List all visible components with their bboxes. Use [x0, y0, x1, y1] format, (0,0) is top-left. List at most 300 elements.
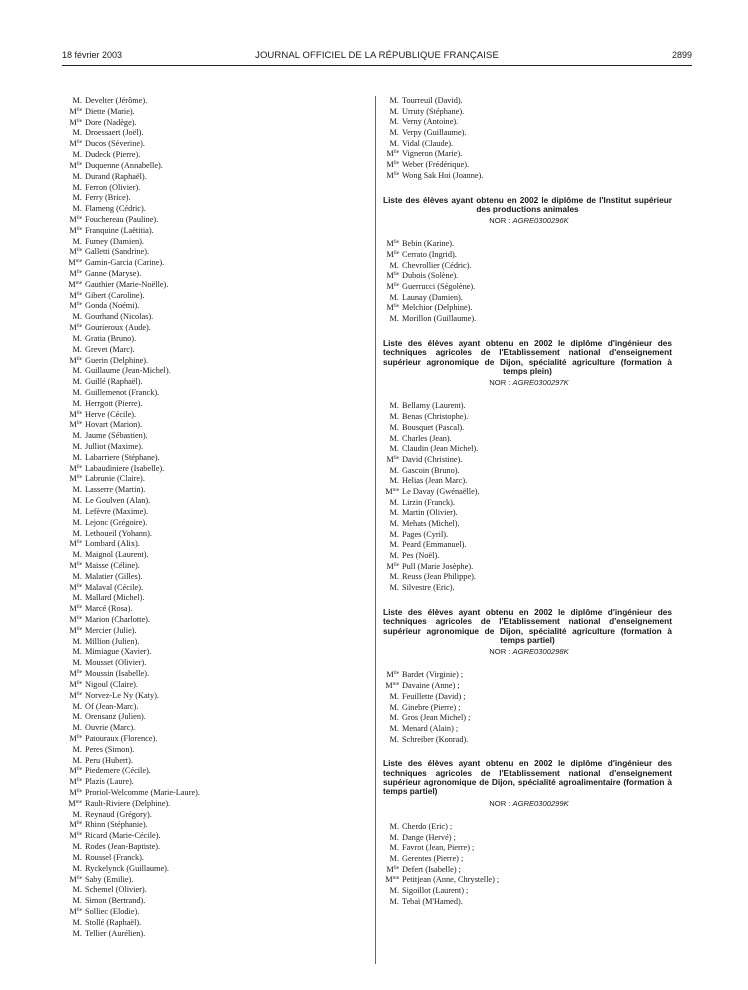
civility	[66, 356, 82, 367]
civility	[383, 314, 399, 325]
civility-title: M.	[389, 117, 399, 127]
civility	[66, 831, 82, 842]
list-item	[66, 453, 366, 464]
civility-title: M.	[389, 422, 399, 432]
person-name: Ducos (Séverine).	[85, 139, 145, 149]
list-item	[66, 474, 366, 485]
list-item	[66, 96, 366, 107]
person-name: Ouvrie (Marc).	[85, 723, 136, 733]
list-item	[66, 431, 366, 442]
civility	[66, 247, 82, 258]
person-name: Ryckelynck (Guillaume).	[85, 863, 169, 873]
civility	[66, 593, 82, 604]
civility-title: M.	[72, 863, 82, 873]
civility-title: M.	[72, 496, 82, 506]
section-heading: Liste des élèves ayant obtenu en 2002 le diplôme de l'Institut supérieur des productions animales	[383, 194, 672, 214]
civility-suffix: me	[392, 681, 399, 688]
person-name: Charles (Jean).	[402, 433, 452, 443]
civility	[66, 150, 82, 161]
list-item	[66, 291, 366, 302]
civility	[66, 172, 82, 183]
civility-title: M.	[72, 917, 82, 927]
civility	[66, 399, 82, 410]
person-name: Labrunie (Claire).	[85, 474, 145, 484]
civility	[66, 712, 82, 723]
person-name: Gauthier (Marie-Noëlle).	[85, 279, 169, 289]
civility-suffix: lle	[76, 766, 82, 773]
civility-title: M.	[72, 431, 82, 441]
civility	[66, 453, 82, 464]
person-name: Moussin (Isabelle).	[85, 669, 150, 679]
civility-suffix: lle	[393, 170, 399, 177]
list-item	[66, 323, 366, 334]
list-item	[383, 171, 675, 182]
list-item	[66, 572, 366, 583]
civility-title: M	[69, 690, 77, 700]
civility-title: M.	[72, 333, 82, 343]
civility	[66, 193, 82, 204]
civility	[66, 691, 82, 702]
person-name: Lirzin (Franck).	[402, 497, 455, 507]
person-name: Vidal (Claude).	[402, 138, 454, 148]
civility	[66, 226, 82, 237]
person-name: Grevet (Marc).	[85, 344, 135, 354]
civility	[383, 843, 399, 854]
civility	[383, 572, 399, 583]
civility-title: M	[69, 788, 77, 797]
list-section	[383, 196, 675, 325]
list-section	[383, 608, 675, 745]
civility-title: M.	[389, 138, 399, 148]
list-item	[383, 314, 675, 325]
list-item	[66, 777, 366, 788]
civility	[66, 442, 82, 453]
civility-suffix: lle	[76, 604, 82, 611]
person-name: Lejonc (Grégoire).	[85, 517, 148, 527]
civility-suffix: lle	[76, 290, 82, 297]
civility-title: M	[69, 766, 77, 776]
civility	[66, 128, 82, 139]
person-name: Peard (Emmanuel).	[402, 540, 467, 550]
list-item	[383, 498, 675, 509]
header-page-number: 2899	[671, 50, 692, 60]
list-item	[66, 550, 366, 561]
civility-title: M	[385, 875, 393, 885]
person-name: Benas (Christophe).	[402, 412, 469, 422]
civility	[383, 271, 399, 282]
person-name: Fouchereau (Pauline).	[85, 214, 159, 224]
person-name: Reuss (Jean Philippe).	[402, 572, 476, 582]
person-name: Malaval (Cécile).	[85, 582, 144, 592]
person-name: Pull (Marie Josèphe).	[402, 561, 474, 571]
civility-title: M	[386, 149, 394, 159]
person-name: Rault-Riviere (Delphine).	[85, 798, 171, 808]
civility-suffix: lle	[76, 420, 82, 427]
list-item	[66, 388, 366, 399]
civility-suffix: me	[75, 279, 82, 286]
civility-title: M	[69, 301, 77, 311]
civility	[383, 854, 399, 865]
civility-suffix: lle	[393, 303, 399, 310]
civility	[66, 280, 82, 291]
person-name: David (Christine).	[402, 454, 463, 464]
civility	[66, 118, 82, 129]
civility	[383, 703, 399, 714]
civility-suffix: lle	[393, 454, 399, 461]
person-name: Guerrucci (Ségolène).	[402, 282, 476, 292]
civility	[383, 250, 399, 261]
civility	[66, 680, 82, 691]
civility	[383, 487, 399, 498]
civility	[383, 886, 399, 897]
civility	[383, 149, 399, 160]
civility	[66, 583, 82, 594]
civility	[383, 293, 399, 304]
person-name: Lethoueil (Yohann).	[85, 528, 152, 538]
person-name: Guillaume (Jean-Michel).	[85, 366, 171, 376]
civility-suffix: lle	[76, 139, 82, 146]
civility	[66, 431, 82, 442]
list-item	[383, 128, 675, 139]
list-item	[383, 139, 675, 150]
person-name: Of (Jean-Marc).	[85, 701, 139, 711]
civility-title: M.	[389, 734, 399, 744]
nor-code: AGRE0300298K	[512, 647, 569, 657]
nor-reference	[383, 378, 675, 387]
civility-title: M.	[389, 896, 399, 906]
list-item	[66, 237, 366, 248]
civility-title: M	[386, 670, 394, 680]
list-item	[383, 96, 675, 107]
person-name: Gourieroux (Aude).	[85, 323, 151, 333]
list-item	[66, 539, 366, 550]
person-name: Dange (Hervé) ;	[402, 832, 456, 842]
civility-suffix: lle	[76, 355, 82, 362]
civility	[383, 833, 399, 844]
civility-title: M.	[72, 647, 82, 657]
civility-title: M.	[389, 292, 399, 302]
civility	[66, 918, 82, 929]
nor-reference	[383, 216, 675, 225]
civility-title: M.	[72, 852, 82, 862]
person-name: Simon (Bertrand).	[85, 896, 146, 906]
civility	[66, 561, 82, 572]
civility-title: M.	[389, 96, 399, 105]
civility-title: M.	[72, 550, 82, 560]
civility	[66, 388, 82, 399]
person-name: Guerin (Delphine).	[85, 355, 149, 365]
list-item	[66, 269, 366, 280]
person-name: Orensanz (Julien).	[85, 712, 146, 722]
person-name: Herrgott (Pierre).	[85, 398, 143, 408]
person-name: Nigoul (Claire).	[85, 679, 138, 689]
person-name: Pages (Cyril).	[402, 529, 449, 539]
civility	[66, 237, 82, 248]
civility	[66, 269, 82, 280]
civility-title: M.	[72, 842, 82, 852]
column-divider	[375, 96, 376, 964]
list-item	[66, 583, 366, 594]
civility-title: M	[69, 463, 77, 473]
civility-title: M.	[389, 128, 399, 138]
person-name: Tebaï (M'Hamed).	[402, 896, 463, 906]
list-item	[66, 356, 366, 367]
civility-title: M.	[389, 572, 399, 582]
list-item	[383, 282, 675, 293]
civility	[66, 864, 82, 875]
civility	[383, 128, 399, 139]
list-item	[383, 487, 675, 498]
civility-suffix: lle	[76, 615, 82, 621]
civility-suffix: me	[392, 875, 399, 882]
civility-title: M	[386, 271, 394, 281]
civility-title: M.	[389, 508, 399, 518]
civility-title: M	[69, 139, 77, 149]
list-item	[66, 734, 366, 745]
civility-suffix: lle	[76, 625, 82, 632]
civility-title: M.	[72, 236, 82, 246]
person-name: Gros (Jean Michel) ;	[402, 713, 471, 723]
civility	[66, 745, 82, 756]
list-item	[383, 117, 675, 128]
person-name: Marcé (Rosa).	[85, 604, 133, 614]
list-item	[66, 842, 366, 853]
civility	[66, 183, 82, 194]
civility-suffix: lle	[76, 247, 82, 254]
civility	[66, 204, 82, 215]
civility-title: M.	[72, 636, 82, 646]
person-name: Bardet (Virginie) ;	[402, 670, 464, 680]
civility	[66, 518, 82, 529]
civility	[383, 476, 399, 487]
civility-title: M.	[389, 476, 399, 486]
civility-suffix: lle	[76, 906, 82, 913]
civility	[383, 261, 399, 272]
list-item	[66, 810, 366, 821]
person-name: Lombard (Alix).	[85, 539, 140, 549]
civility	[383, 551, 399, 562]
civility-suffix: lle	[76, 214, 82, 221]
list-item	[383, 854, 675, 865]
list-item	[66, 820, 366, 831]
civility-title: M	[69, 625, 77, 635]
civility	[66, 474, 82, 485]
civility	[383, 530, 399, 541]
civility	[66, 334, 82, 345]
civility-suffix: lle	[393, 239, 399, 246]
civility	[66, 669, 82, 680]
person-name: Droessaert (Joël).	[85, 128, 144, 138]
list-item	[383, 843, 675, 854]
civility-title: M.	[72, 204, 82, 214]
list-item	[66, 226, 366, 237]
list-item	[383, 149, 675, 160]
list-item	[66, 442, 366, 453]
civility	[66, 658, 82, 669]
list-item	[383, 261, 675, 272]
civility-title: M.	[389, 723, 399, 733]
header-date: 18 février 2003	[62, 50, 123, 60]
list-item	[383, 444, 675, 455]
list-item	[66, 929, 366, 940]
person-name: Patouraux (Florence).	[85, 733, 158, 743]
civility-title: M	[69, 474, 77, 484]
list-item	[66, 864, 366, 875]
list-item	[66, 215, 366, 226]
list-item	[383, 735, 675, 746]
person-name: Saby (Emilie).	[85, 874, 134, 884]
civility-title: M.	[389, 412, 399, 422]
list-item	[66, 247, 366, 258]
person-name: Ricard (Marie-Cécile).	[85, 831, 161, 841]
civility	[66, 291, 82, 302]
civility-title: M	[69, 906, 77, 916]
civility	[383, 865, 399, 876]
person-name: Peres (Simon).	[85, 744, 135, 754]
list-item	[383, 551, 675, 562]
civility-title: M	[69, 831, 77, 841]
civility-title: M.	[72, 712, 82, 722]
list-item	[66, 280, 366, 291]
person-name: Stollé (Raphaël).	[85, 917, 142, 927]
list-item	[66, 604, 366, 615]
civility	[66, 799, 82, 810]
list-item	[66, 507, 366, 518]
person-name: Bebin (Karine).	[402, 239, 455, 249]
person-name: Launay (Damien).	[402, 292, 463, 302]
list-item	[383, 434, 675, 445]
civility-suffix: me	[75, 258, 82, 265]
civility-title: M	[69, 582, 77, 592]
person-name: Peru (Hubert).	[85, 755, 133, 765]
person-name: Diette (Marie).	[85, 106, 135, 116]
civility-title: M	[385, 486, 393, 496]
civility-suffix: lle	[76, 117, 82, 124]
page-header	[62, 50, 692, 64]
civility-title: M.	[72, 517, 82, 527]
list-item	[383, 250, 675, 261]
list-item	[383, 562, 675, 573]
person-name: Reynaud (Grégory).	[85, 809, 152, 819]
civility-title: M.	[389, 314, 399, 324]
civility-suffix: lle	[76, 225, 82, 232]
person-name: Menard (Alain) ;	[402, 723, 459, 733]
person-name: Malatier (Gilles).	[85, 571, 143, 581]
civility	[383, 171, 399, 182]
civility	[66, 215, 82, 226]
person-name: Gamin-Garcia (Carine).	[85, 258, 165, 268]
civility-suffix: lle	[76, 560, 82, 567]
civility-title: M.	[389, 583, 399, 593]
person-name: Chevrollier (Cédric).	[402, 260, 472, 270]
person-name: Feuillette (David) ;	[402, 691, 466, 701]
civility-suffix: lle	[76, 874, 82, 881]
list-item	[66, 128, 366, 139]
list-item	[383, 303, 675, 314]
civility-suffix: lle	[76, 539, 82, 546]
list-item	[383, 476, 675, 487]
civility	[383, 713, 399, 724]
list-item	[66, 485, 366, 496]
civility	[383, 303, 399, 314]
civility	[66, 637, 82, 648]
civility-title: M	[69, 604, 77, 614]
list-item	[66, 745, 366, 756]
civility-title: M.	[72, 96, 82, 105]
civility	[66, 377, 82, 388]
civility	[383, 282, 399, 293]
civility-suffix: lle	[393, 250, 399, 256]
person-name: Cherdo (Eric) ;	[402, 821, 453, 831]
person-name: Claudin (Jean Michel).	[402, 444, 479, 454]
civility-title: M.	[389, 702, 399, 712]
civility-suffix: lle	[76, 690, 82, 697]
sections	[383, 196, 675, 908]
person-name: Bousquet (Pascal).	[402, 422, 465, 432]
civility-suffix: lle	[76, 582, 82, 589]
person-name: Tourreuil (David).	[402, 96, 463, 105]
list-item	[66, 561, 366, 572]
person-name: Verny (Antoine).	[402, 117, 459, 127]
civility	[66, 842, 82, 853]
civility	[66, 323, 82, 334]
civility	[66, 485, 82, 496]
list-item	[383, 572, 675, 583]
civility-title: M.	[72, 452, 82, 462]
civility	[66, 875, 82, 886]
list-item	[66, 669, 366, 680]
nor-code: AGRE0300297K	[512, 378, 569, 388]
person-name: Guillemenot (Franck).	[85, 387, 160, 397]
civility	[66, 366, 82, 377]
list-item	[66, 918, 366, 929]
civility-title: M	[68, 798, 76, 808]
list-item	[66, 204, 366, 215]
civility-suffix: lle	[76, 831, 82, 838]
person-name: Mehats (Michel).	[402, 519, 460, 528]
person-name: Galletti (Sandrine).	[85, 247, 150, 257]
civility-suffix: lle	[76, 474, 82, 481]
person-name: Gibert (Caroline).	[85, 290, 145, 300]
civility	[66, 929, 82, 940]
person-name: Wong Sak Hoi (Joanne).	[402, 170, 484, 180]
civility	[66, 615, 82, 626]
list-item	[383, 822, 675, 833]
list-item	[383, 897, 675, 908]
civility	[383, 423, 399, 434]
person-name: Develter (Jérôme).	[85, 96, 148, 105]
list-item	[383, 583, 675, 594]
person-name: Vigneron (Marie).	[402, 149, 463, 159]
civility-suffix: me	[392, 486, 399, 493]
civility	[66, 529, 82, 540]
person-name: Labaudiniere (Isabelle).	[85, 463, 165, 473]
civility	[66, 626, 82, 637]
list-item	[66, 658, 366, 669]
civility-title: M	[386, 561, 394, 571]
civility	[383, 444, 399, 455]
list-section	[383, 759, 675, 907]
list-item	[383, 833, 675, 844]
person-name: Proriol-Welcomme (Marie-Laure).	[85, 788, 200, 797]
civility-suffix: lle	[76, 788, 82, 794]
list-item	[66, 334, 366, 345]
civility-title: M	[69, 420, 77, 430]
person-name: Jaume (Sébastien).	[85, 431, 148, 441]
list-item	[66, 150, 366, 161]
person-name: Mallard (Michel).	[85, 593, 145, 603]
civility-title: M.	[72, 377, 82, 387]
